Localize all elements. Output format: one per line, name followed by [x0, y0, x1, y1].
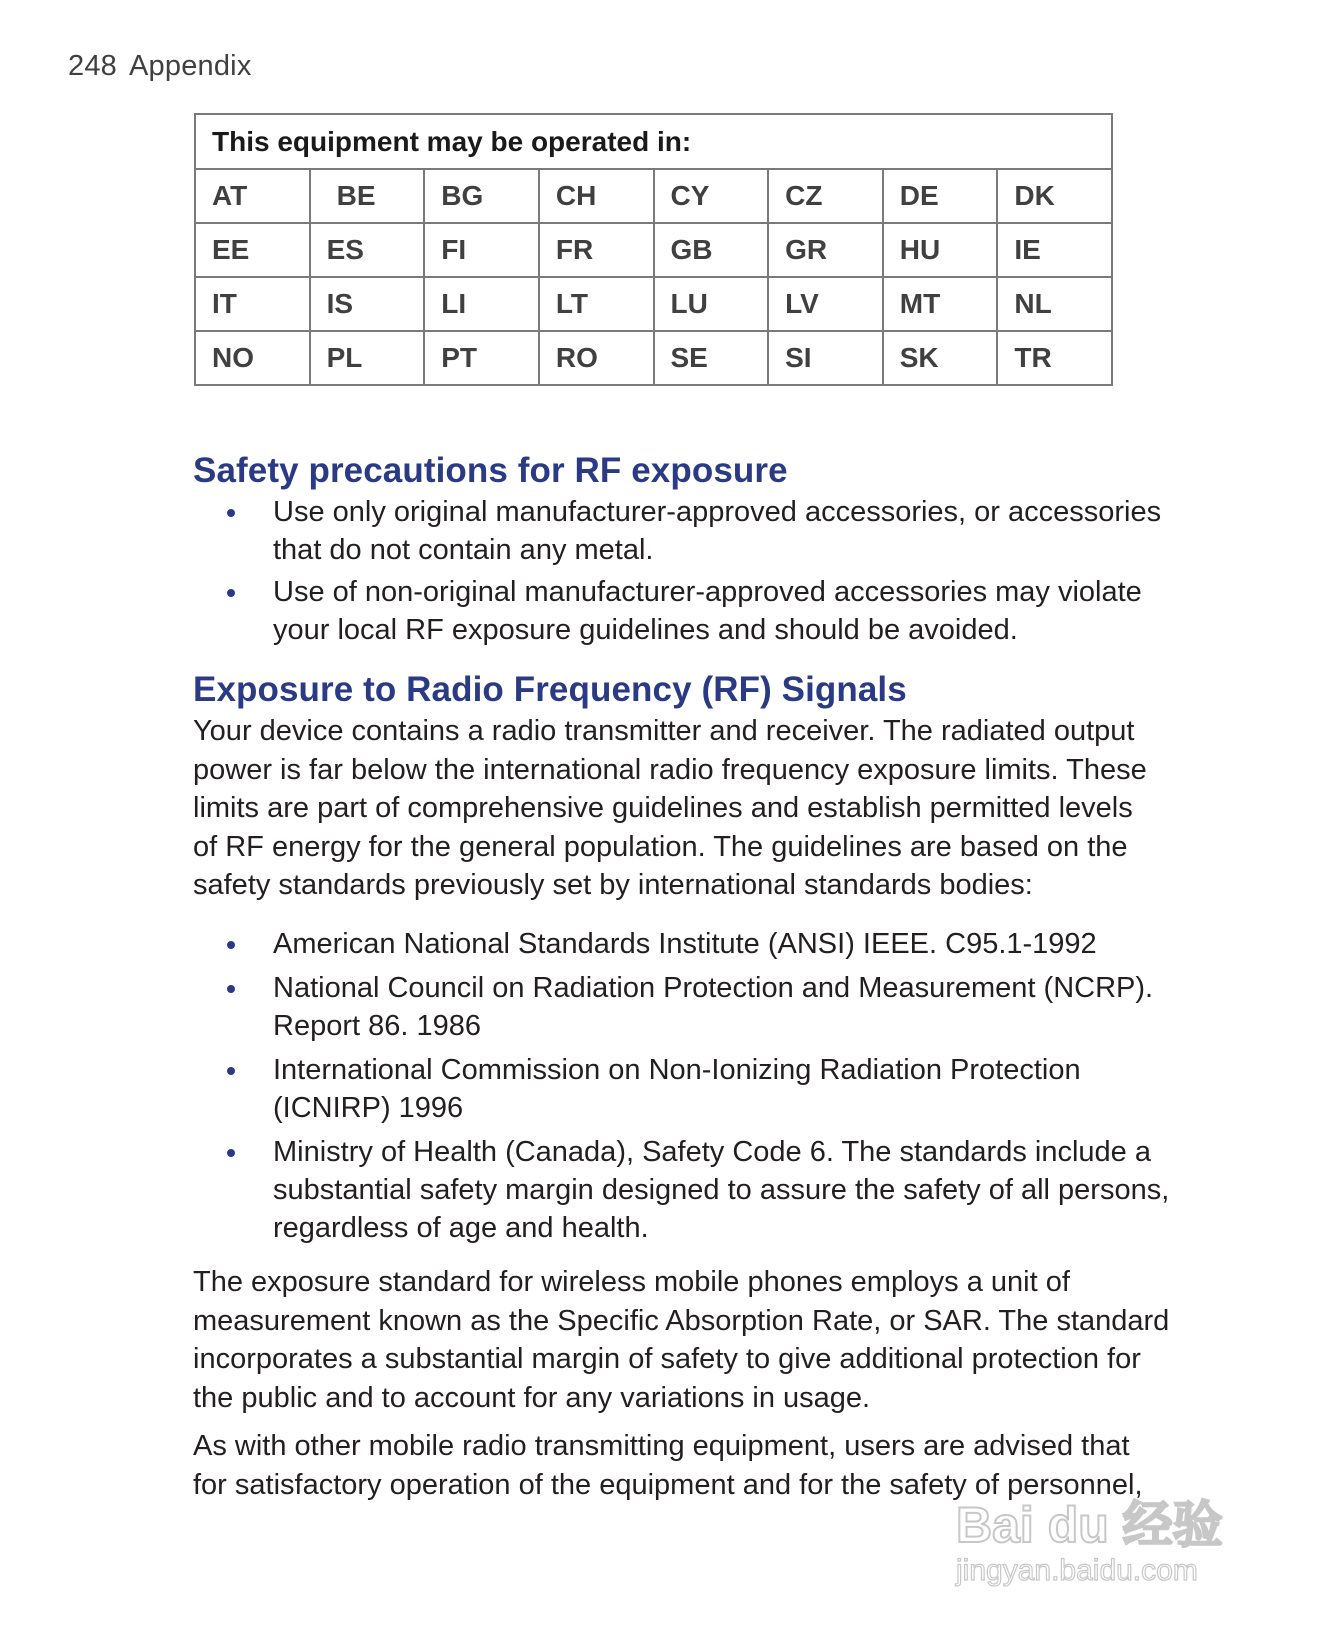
bullet-icon — [227, 509, 235, 517]
country-code: FR — [539, 223, 654, 277]
list-item: National Council on Radiation Protection and Measurement (NCRP). Report 86. 1986 — [193, 969, 1203, 1045]
bullet-icon — [227, 1067, 235, 1075]
country-code: BE — [310, 169, 425, 223]
country-code: DK — [997, 169, 1112, 223]
country-code: LV — [768, 277, 883, 331]
country-code: PT — [424, 331, 539, 385]
country-code: BG — [424, 169, 539, 223]
watermark-url: jingyan.baidu.com — [956, 1554, 1198, 1587]
country-code: FI — [424, 223, 539, 277]
countries-table — [194, 113, 1113, 386]
section-title: Appendix — [129, 50, 252, 82]
standards-bullet-list — [193, 925, 1203, 1247]
baidu-watermark-logo — [948, 1490, 1268, 1590]
safety-heading: Safety precautions for RF exposure — [193, 451, 788, 490]
table-row — [195, 277, 1112, 331]
sar-paragraph: The exposure standard for wireless mobile phones employs a unit of measurement known as the Specific Absorption Rate, or SAR. The standard incorporates a substantial margin of safety to give additional protection for the public and to account for any variations in usage. — [193, 1266, 1170, 1414]
country-code: CY — [654, 169, 769, 223]
country-code: GR — [768, 223, 883, 277]
safety-bullet-list — [193, 493, 1203, 649]
watermark-brand: Bai du 经验 — [956, 1497, 1223, 1553]
page-number: 248 — [68, 50, 117, 82]
country-code: NL — [997, 277, 1112, 331]
list-item: Use only original manufacturer-approved accessories, or accessories that do not contain any metal. — [193, 493, 1203, 569]
country-code: AT — [195, 169, 310, 223]
country-code: SE — [654, 331, 769, 385]
country-code: PL — [310, 331, 425, 385]
exposure-intro-paragraph: Your device contains a radio transmitter and receiver. The radiated output power is far below the international radio frequency exposure limits. These limits are part of comprehensive guidelines and establish permitted levels of RF energy for the general population. The guidelines are based on the safety standards previously set by international standards bodies: — [193, 715, 1147, 901]
country-code: HU — [883, 223, 998, 277]
country-code: ES — [310, 223, 425, 277]
list-item: Ministry of Health (Canada), Safety Code 6. The standards include a substantial safety margin designed to assure the safety of all persons, regardless of age and health. — [193, 1133, 1203, 1247]
list-item: International Commission on Non-Ionizing Radiation Protection (ICNIRP) 1996 — [193, 1051, 1203, 1127]
country-code: DE — [883, 169, 998, 223]
country-code: MT — [883, 277, 998, 331]
country-code: CH — [539, 169, 654, 223]
country-code: RO — [539, 331, 654, 385]
country-code: LT — [539, 277, 654, 331]
exposure-heading: Exposure to Radio Frequency (RF) Signals — [193, 670, 907, 709]
table-row — [195, 223, 1112, 277]
country-code: TR — [997, 331, 1112, 385]
country-code: IS — [310, 277, 425, 331]
country-code: LI — [424, 277, 539, 331]
country-code: IT — [195, 277, 310, 331]
bullet-icon — [227, 1149, 235, 1157]
country-code: IE — [997, 223, 1112, 277]
country-code: SI — [768, 331, 883, 385]
country-code: EE — [195, 223, 310, 277]
page-header — [68, 50, 252, 83]
list-item: American National Standards Institute (ANSI) IEEE. C95.1-1992 — [193, 925, 1203, 963]
list-item: Use of non-original manufacturer-approved accessories may violate your local RF exposure guidelines and should be avoided. — [193, 573, 1203, 649]
country-code: NO — [195, 331, 310, 385]
country-code: CZ — [768, 169, 883, 223]
bullet-icon — [227, 589, 235, 597]
table-row — [195, 169, 1112, 223]
bullet-icon — [227, 985, 235, 993]
table-caption: This equipment may be operated in: — [195, 114, 1112, 169]
table-row — [195, 331, 1112, 385]
closing-paragraph: As with other mobile radio transmitting equipment, users are advised that for satisfactory operation of the equipment and for the safety of personnel, — [193, 1430, 1143, 1501]
country-code: SK — [883, 331, 998, 385]
bullet-icon — [227, 941, 235, 949]
country-code: GB — [654, 223, 769, 277]
country-code: LU — [654, 277, 769, 331]
